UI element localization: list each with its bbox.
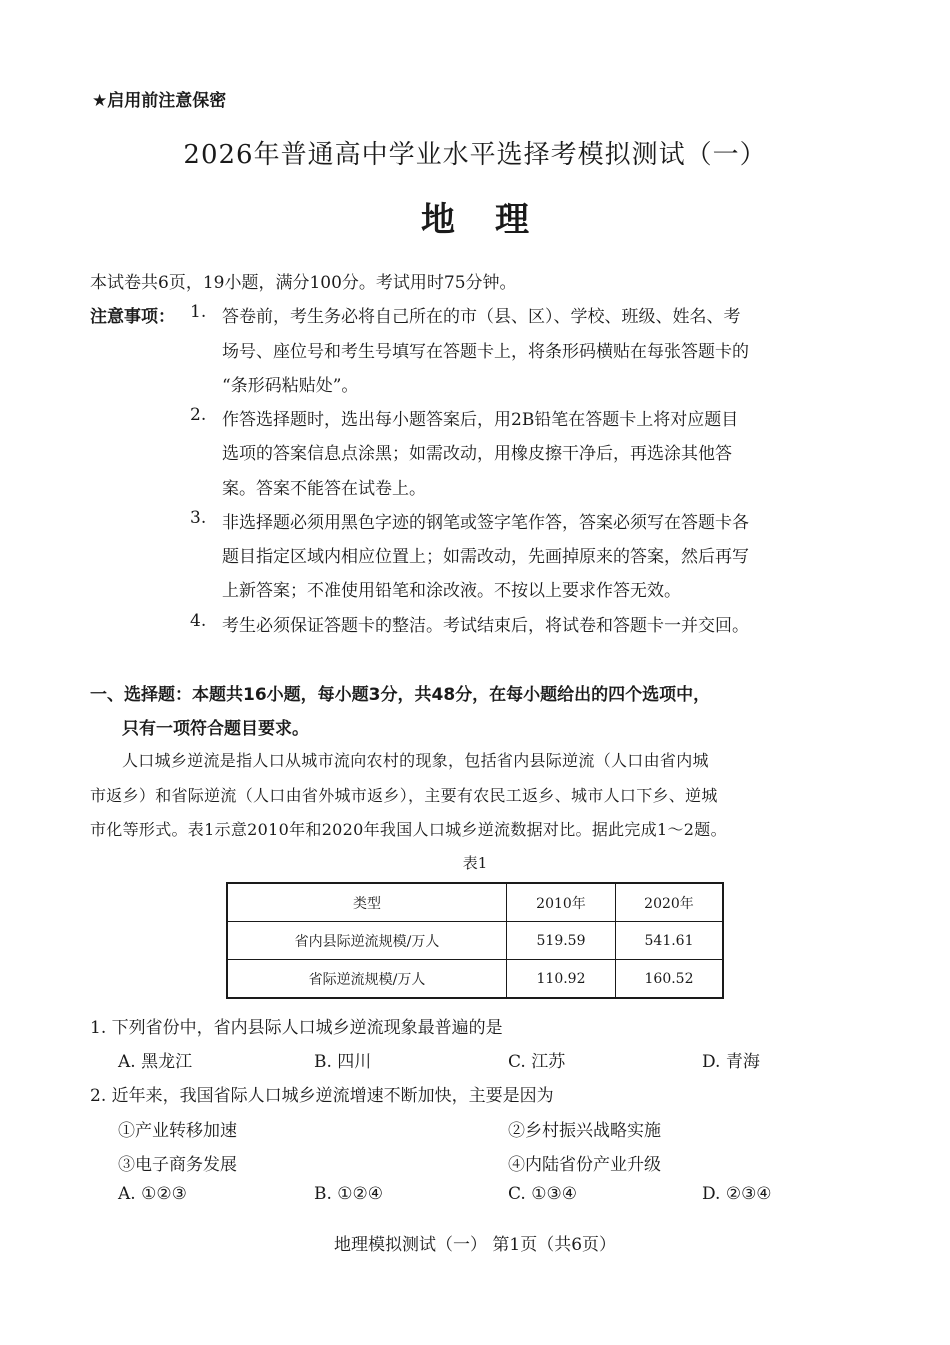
table-cell: 省内县际逆流规模/万人 [227, 922, 507, 960]
option-b: B. 四川 [314, 1052, 372, 1072]
table-cell: 519.59 [507, 922, 616, 960]
notice-line: 答卷前，考生务必将自己所在的市（县、区）、学校、班级、姓名、考 [222, 307, 741, 327]
statement: ④内陆省份产业升级 [508, 1155, 661, 1175]
notice-line: 作答选择题时，选出每小题答案后，用2B铅笔在答题卡上将对应题目 [222, 410, 739, 430]
table-caption: 表1 [462, 854, 488, 872]
table-header-cell: 2020年 [616, 883, 724, 922]
option-d: D. ②③④ [702, 1184, 772, 1204]
exam-title: 2026年普通高中学业水平选择考模拟测试（一） [183, 140, 767, 170]
table-cell: 110.92 [507, 960, 616, 999]
statement: ③电子商务发展 [118, 1155, 237, 1175]
confidential-label: ★启用前注意保密 [92, 91, 227, 111]
option-d: D. 青海 [702, 1052, 760, 1072]
table-cell: 省际逆流规模/万人 [227, 960, 507, 999]
statement: ②乡村振兴战略实施 [508, 1121, 661, 1141]
notice-number: 2. [190, 405, 207, 425]
option-b: B. ①②④ [314, 1184, 384, 1204]
statement: ①产业转移加速 [118, 1121, 237, 1141]
exam-intro: 本试卷共6页，19小题，满分100分。考试用时75分钟。 [90, 273, 517, 293]
section-heading-cont: 只有一项符合题目要求。 [122, 719, 309, 739]
notice-line: 选项的答案信息点涂黑；如需改动，用橡皮擦干净后，再选涂其他答 [222, 444, 732, 464]
notice-line: “条形码粘贴处”。 [222, 376, 359, 396]
subject-title: 地理 [421, 200, 569, 240]
passage-line: 人口城乡逆流是指人口从城市流向农村的现象，包括省内县际逆流（人口由省内城 [122, 751, 709, 770]
table-header-row [227, 883, 723, 922]
notice-line: 场号、座位号和考生号填写在答题卡上，将条形码横贴在每张答题卡的 [222, 342, 749, 362]
option-a: A. 黑龙江 [118, 1052, 193, 1072]
page-footer: 地理模拟测试（一） 第1页（共6页） [333, 1235, 617, 1255]
table-row [227, 922, 723, 960]
question-stem: 1. 下列省份中，省内县际人口城乡逆流现象最普遍的是 [90, 1018, 503, 1038]
table-header-cell: 2010年 [507, 883, 616, 922]
notice-number: 1. [190, 302, 207, 322]
passage-line: 市返乡）和省际逆流（人口由省外城市返乡），主要有农民工返乡、城市人口下乡、逆城 [90, 786, 718, 805]
table-cell: 541.61 [616, 922, 724, 960]
notice-line: 上新答案；不准使用铅笔和涂改液。不按以上要求作答无效。 [222, 581, 681, 601]
option-c: C. ①③④ [508, 1184, 577, 1204]
notice-line: 非选择题必须用黑色字迹的钢笔或签字笔作答，答案必须写在答题卡各 [222, 513, 749, 533]
question-stem: 2. 近年来，我国省际人口城乡逆流增速不断加快，主要是因为 [90, 1086, 554, 1106]
population-table [226, 882, 724, 999]
notice-number: 4. [190, 611, 207, 631]
option-a: A. ①②③ [118, 1184, 187, 1204]
notice-label: 注意事项： [90, 307, 175, 327]
notice-number: 3. [190, 508, 207, 528]
section-heading: 一、选择题：本题共16小题，每小题3分，共48分，在每小题给出的四个选项中， [90, 685, 711, 705]
table-row [227, 960, 723, 999]
table-header-cell: 类型 [227, 883, 507, 922]
table-cell: 160.52 [616, 960, 724, 999]
passage-line: 市化等形式。表1示意2010年和2020年我国人口城乡逆流数据对比。据此完成1～2题。 [90, 820, 727, 839]
notice-line: 题目指定区域内相应位置上；如需改动，先画掉原来的答案，然后再写 [222, 547, 749, 567]
notice-line: 案。答案不能答在试卷上。 [222, 479, 426, 499]
option-c: C. 江苏 [508, 1052, 566, 1072]
notice-line: 考生必须保证答题卡的整洁。考试结束后，将试卷和答题卡一并交回。 [222, 616, 749, 636]
